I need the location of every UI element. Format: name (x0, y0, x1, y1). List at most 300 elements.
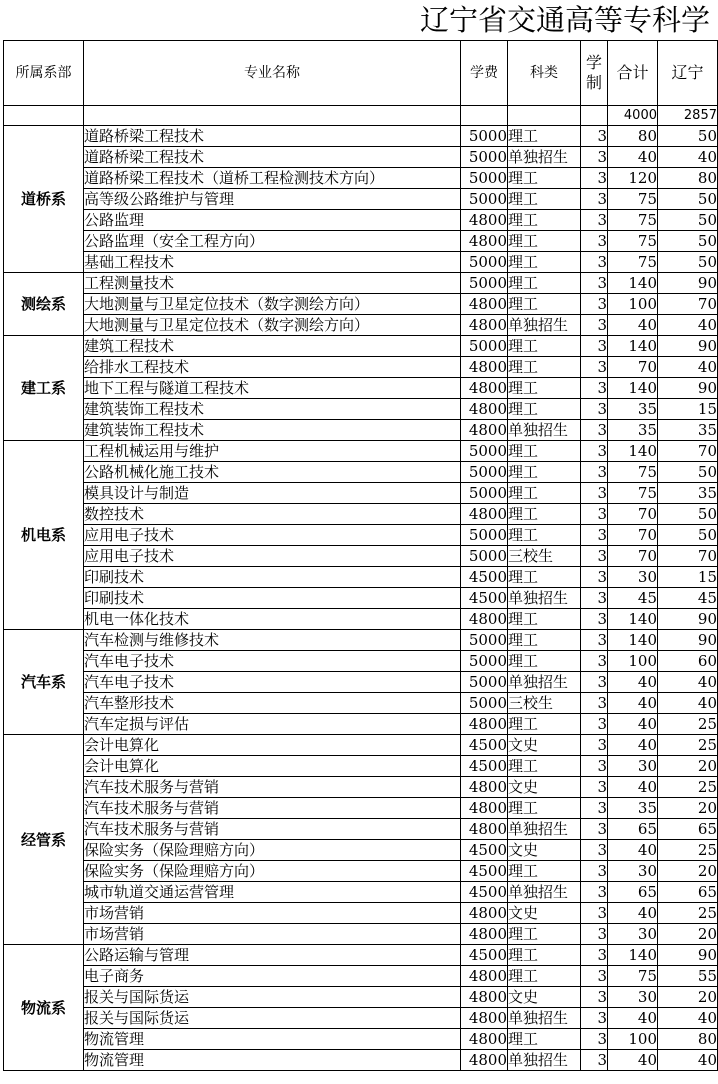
category-cell: 单独招生 (508, 1050, 581, 1071)
header-tuition: 学费 (461, 41, 508, 106)
years-cell: 3 (581, 147, 608, 168)
category-cell: 理工 (508, 462, 581, 483)
category-cell: 理工 (508, 210, 581, 231)
table-row (4, 483, 718, 504)
table-row (4, 189, 718, 210)
years-cell: 3 (581, 210, 608, 231)
major-name-cell: 汽车技术服务与营销 (84, 777, 461, 798)
total-quota-cell: 40 (608, 147, 658, 168)
table-row (4, 987, 718, 1008)
major-name-cell: 大地测量与卫星定位技术（数字测绘方向） (84, 315, 461, 336)
tuition-cell: 4800 (461, 210, 508, 231)
table-row (4, 756, 718, 777)
total-quota-cell: 75 (608, 462, 658, 483)
department-cell: 物流系 (4, 945, 84, 1071)
table-row (4, 945, 718, 966)
table-row (4, 882, 718, 903)
total-quota-cell: 70 (608, 504, 658, 525)
major-name-cell: 大地测量与卫星定位技术（数字测绘方向） (84, 294, 461, 315)
total-quota-cell: 40 (608, 1008, 658, 1029)
tuition-cell: 5000 (461, 273, 508, 294)
table-row (4, 903, 718, 924)
tuition-cell: 4800 (461, 1029, 508, 1050)
total-quota-cell: 40 (608, 735, 658, 756)
totals-row (4, 106, 718, 126)
tuition-cell: 4800 (461, 1050, 508, 1071)
tuition-cell: 5000 (461, 651, 508, 672)
header-row (4, 41, 718, 106)
table-row (4, 1050, 718, 1071)
category-cell: 理工 (508, 168, 581, 189)
total-quota-cell: 100 (608, 1029, 658, 1050)
major-name-cell: 建筑装饰工程技术 (84, 399, 461, 420)
tuition-cell: 4500 (461, 945, 508, 966)
table-row (4, 147, 718, 168)
liaoning-quota-cell: 50 (658, 504, 718, 525)
category-cell: 三校生 (508, 693, 581, 714)
major-name-cell: 汽车技术服务与营销 (84, 819, 461, 840)
table-row (4, 462, 718, 483)
major-name-cell: 模具设计与制造 (84, 483, 461, 504)
liaoning-quota-cell: 15 (658, 399, 718, 420)
years-cell: 3 (581, 525, 608, 546)
total-quota-cell: 35 (608, 399, 658, 420)
liaoning-quota-cell: 90 (658, 378, 718, 399)
table-row (4, 441, 718, 462)
table-row (4, 231, 718, 252)
liaoning-quota-cell: 70 (658, 546, 718, 567)
category-cell: 理工 (508, 966, 581, 987)
major-name-cell: 会计电算化 (84, 735, 461, 756)
category-cell: 理工 (508, 609, 581, 630)
category-cell: 文史 (508, 735, 581, 756)
years-cell: 3 (581, 630, 608, 651)
totals-empty-category (508, 106, 581, 126)
years-cell: 3 (581, 840, 608, 861)
liaoning-quota-cell: 40 (658, 315, 718, 336)
category-cell: 理工 (508, 714, 581, 735)
tuition-cell: 4500 (461, 756, 508, 777)
table-row (4, 273, 718, 294)
header-liaoning: 辽宁 (658, 41, 718, 106)
years-cell: 3 (581, 483, 608, 504)
liaoning-quota-cell: 50 (658, 525, 718, 546)
liaoning-quota-cell: 90 (658, 273, 718, 294)
category-cell: 单独招生 (508, 420, 581, 441)
table-row (4, 210, 718, 231)
table-row (4, 609, 718, 630)
category-cell: 理工 (508, 945, 581, 966)
liaoning-quota-cell: 25 (658, 714, 718, 735)
total-quota-cell: 65 (608, 819, 658, 840)
total-quota-cell: 140 (608, 336, 658, 357)
table-row (4, 924, 718, 945)
table-row (4, 588, 718, 609)
major-name-cell: 道路桥梁工程技术（道桥工程检测技术方向） (84, 168, 461, 189)
header-years: 学制 (581, 41, 608, 106)
years-cell: 3 (581, 168, 608, 189)
total-quota-cell: 140 (608, 441, 658, 462)
major-name-cell: 印刷技术 (84, 588, 461, 609)
tuition-cell: 4500 (461, 882, 508, 903)
total-quota-cell: 140 (608, 378, 658, 399)
years-cell: 3 (581, 1029, 608, 1050)
major-name-cell: 汽车电子技术 (84, 651, 461, 672)
major-name-cell: 建筑装饰工程技术 (84, 420, 461, 441)
table-row (4, 252, 718, 273)
major-name-cell: 工程测量技术 (84, 273, 461, 294)
table-row (4, 819, 718, 840)
table-row (4, 168, 718, 189)
total-quota-cell: 30 (608, 861, 658, 882)
years-cell: 3 (581, 1050, 608, 1071)
years-cell: 3 (581, 588, 608, 609)
tuition-cell: 5000 (461, 441, 508, 462)
years-cell: 3 (581, 735, 608, 756)
years-cell: 3 (581, 1008, 608, 1029)
years-cell: 3 (581, 567, 608, 588)
table-row (4, 714, 718, 735)
liaoning-quota-cell: 45 (658, 588, 718, 609)
years-cell: 3 (581, 420, 608, 441)
total-quota-cell: 75 (608, 966, 658, 987)
tuition-cell: 4800 (461, 399, 508, 420)
liaoning-quota-cell: 20 (658, 798, 718, 819)
years-cell: 3 (581, 966, 608, 987)
liaoning-quota-cell: 25 (658, 735, 718, 756)
major-name-cell: 机电一体化技术 (84, 609, 461, 630)
category-cell: 理工 (508, 357, 581, 378)
category-cell: 理工 (508, 483, 581, 504)
tuition-cell: 4800 (461, 966, 508, 987)
category-cell: 理工 (508, 1029, 581, 1050)
tuition-cell: 4800 (461, 987, 508, 1008)
department-cell: 汽车系 (4, 630, 84, 735)
tuition-cell: 4800 (461, 294, 508, 315)
total-quota-cell: 40 (608, 840, 658, 861)
liaoning-quota-cell: 20 (658, 924, 718, 945)
major-name-cell: 物流管理 (84, 1050, 461, 1071)
category-cell: 理工 (508, 399, 581, 420)
category-cell: 理工 (508, 231, 581, 252)
total-quota-cell: 75 (608, 189, 658, 210)
category-cell: 单独招生 (508, 315, 581, 336)
header-total: 合计 (608, 41, 658, 106)
department-cell: 道桥系 (4, 126, 84, 273)
total-quota-cell: 30 (608, 924, 658, 945)
category-cell: 理工 (508, 525, 581, 546)
liaoning-quota-cell: 40 (658, 1050, 718, 1071)
category-cell: 理工 (508, 756, 581, 777)
tuition-cell: 4500 (461, 735, 508, 756)
category-cell: 理工 (508, 651, 581, 672)
category-cell: 理工 (508, 567, 581, 588)
category-cell: 理工 (508, 189, 581, 210)
tuition-cell: 5000 (461, 693, 508, 714)
tuition-cell: 5000 (461, 525, 508, 546)
total-quota-cell: 30 (608, 567, 658, 588)
category-cell: 单独招生 (508, 882, 581, 903)
liaoning-quota-cell: 60 (658, 651, 718, 672)
category-cell: 理工 (508, 861, 581, 882)
header-category: 科类 (508, 41, 581, 106)
liaoning-quota-cell: 55 (658, 966, 718, 987)
years-cell: 3 (581, 756, 608, 777)
table-row (4, 840, 718, 861)
totals-empty-tuition (461, 106, 508, 126)
table-row (4, 504, 718, 525)
years-cell: 3 (581, 315, 608, 336)
total-quota-cell: 70 (608, 546, 658, 567)
years-cell: 3 (581, 945, 608, 966)
table-row (4, 693, 718, 714)
table-row (4, 357, 718, 378)
tuition-cell: 5000 (461, 336, 508, 357)
table-row (4, 777, 718, 798)
total-quota-cell: 45 (608, 588, 658, 609)
liaoning-quota-cell: 50 (658, 189, 718, 210)
major-name-cell: 汽车电子技术 (84, 672, 461, 693)
liaoning-quota-cell: 15 (658, 567, 718, 588)
total-quota-cell: 30 (608, 987, 658, 1008)
enrollment-table (3, 40, 718, 1071)
title-text: 辽宁省交通高等专科学 (420, 3, 711, 37)
table-row (4, 525, 718, 546)
total-quota-cell: 140 (608, 630, 658, 651)
tuition-cell: 4500 (461, 861, 508, 882)
years-cell: 3 (581, 399, 608, 420)
table-row (4, 294, 718, 315)
years-cell: 3 (581, 126, 608, 147)
tuition-cell: 4800 (461, 420, 508, 441)
liaoning-quota-cell: 40 (658, 147, 718, 168)
major-name-cell: 公路机械化施工技术 (84, 462, 461, 483)
table-row (4, 315, 718, 336)
table-row (4, 1008, 718, 1029)
years-cell: 3 (581, 714, 608, 735)
major-name-cell: 建筑工程技术 (84, 336, 461, 357)
total-quota-cell: 40 (608, 903, 658, 924)
liaoning-quota-cell: 70 (658, 441, 718, 462)
sheet-title (0, 0, 714, 40)
liaoning-quota-cell: 80 (658, 1029, 718, 1050)
years-cell: 3 (581, 672, 608, 693)
major-name-cell: 公路监理 (84, 210, 461, 231)
total-quota-cell: 40 (608, 672, 658, 693)
major-name-cell: 保险实务（保险理赔方向） (84, 840, 461, 861)
total-quota-cell: 100 (608, 294, 658, 315)
category-cell: 理工 (508, 630, 581, 651)
major-name-cell: 汽车整形技术 (84, 693, 461, 714)
major-name-cell: 数控技术 (84, 504, 461, 525)
major-name-cell: 地下工程与隧道工程技术 (84, 378, 461, 399)
tuition-cell: 4800 (461, 1008, 508, 1029)
department-cell: 建工系 (4, 336, 84, 441)
table-row (4, 630, 718, 651)
department-cell: 测绘系 (4, 273, 84, 336)
liaoning-quota-cell: 20 (658, 861, 718, 882)
years-cell: 3 (581, 798, 608, 819)
total-quota-cell: 40 (608, 1050, 658, 1071)
liaoning-quota-cell: 65 (658, 882, 718, 903)
major-name-cell: 给排水工程技术 (84, 357, 461, 378)
tuition-cell: 4800 (461, 924, 508, 945)
major-name-cell: 应用电子技术 (84, 546, 461, 567)
tuition-cell: 5000 (461, 126, 508, 147)
table-row (4, 672, 718, 693)
department-cell: 机电系 (4, 441, 84, 630)
major-name-cell: 公路运输与管理 (84, 945, 461, 966)
total-quota-cell: 40 (608, 714, 658, 735)
liaoning-quota-cell: 20 (658, 756, 718, 777)
total-quota-cell: 75 (608, 483, 658, 504)
major-name-cell: 高等级公路维护与管理 (84, 189, 461, 210)
header-major: 专业名称 (84, 41, 461, 106)
table-row (4, 861, 718, 882)
tuition-cell: 5000 (461, 672, 508, 693)
major-name-cell: 城市轨道交通运营管理 (84, 882, 461, 903)
tuition-cell: 4800 (461, 903, 508, 924)
years-cell: 3 (581, 273, 608, 294)
major-name-cell: 基础工程技术 (84, 252, 461, 273)
major-name-cell: 公路监理（安全工程方向） (84, 231, 461, 252)
category-cell: 单独招生 (508, 147, 581, 168)
liaoning-quota-cell: 40 (658, 672, 718, 693)
major-name-cell: 应用电子技术 (84, 525, 461, 546)
category-cell: 理工 (508, 924, 581, 945)
header-department: 所属系部 (4, 41, 84, 106)
tuition-cell: 5000 (461, 483, 508, 504)
liaoning-quota-cell: 90 (658, 336, 718, 357)
category-cell: 文史 (508, 987, 581, 1008)
table-row (4, 567, 718, 588)
tuition-cell: 5000 (461, 189, 508, 210)
total-quota-cell: 100 (608, 651, 658, 672)
table-row (4, 336, 718, 357)
table-row (4, 651, 718, 672)
major-name-cell: 道路桥梁工程技术 (84, 126, 461, 147)
table-row (4, 546, 718, 567)
major-name-cell: 报关与国际货运 (84, 987, 461, 1008)
major-name-cell: 物流管理 (84, 1029, 461, 1050)
total-quota-cell: 75 (608, 210, 658, 231)
category-cell: 文史 (508, 840, 581, 861)
category-cell: 理工 (508, 441, 581, 462)
category-cell: 文史 (508, 777, 581, 798)
years-cell: 3 (581, 903, 608, 924)
liaoning-quota-cell: 40 (658, 357, 718, 378)
tuition-cell: 5000 (461, 252, 508, 273)
liaoning-quota-cell: 65 (658, 819, 718, 840)
category-cell: 理工 (508, 252, 581, 273)
liaoning-quota-cell: 20 (658, 987, 718, 1008)
tuition-cell: 4500 (461, 567, 508, 588)
category-cell: 理工 (508, 294, 581, 315)
category-cell: 理工 (508, 798, 581, 819)
table-row (4, 126, 718, 147)
category-cell: 三校生 (508, 546, 581, 567)
years-cell: 3 (581, 777, 608, 798)
category-cell: 单独招生 (508, 672, 581, 693)
liaoning-quota-cell: 50 (658, 252, 718, 273)
tuition-cell: 4800 (461, 609, 508, 630)
years-cell: 3 (581, 231, 608, 252)
total-quota-cell: 75 (608, 231, 658, 252)
total-quota-cell: 140 (608, 609, 658, 630)
major-name-cell: 市场营销 (84, 924, 461, 945)
major-name-cell: 市场营销 (84, 903, 461, 924)
category-cell: 理工 (508, 126, 581, 147)
years-cell: 3 (581, 357, 608, 378)
years-cell: 3 (581, 441, 608, 462)
table-row (4, 966, 718, 987)
liaoning-quota-cell: 90 (658, 630, 718, 651)
total-quota-cell: 30 (608, 756, 658, 777)
years-cell: 3 (581, 462, 608, 483)
tuition-cell: 4800 (461, 378, 508, 399)
liaoning-quota-cell: 40 (658, 693, 718, 714)
total-quota-cell: 35 (608, 798, 658, 819)
years-cell: 3 (581, 924, 608, 945)
years-cell: 3 (581, 819, 608, 840)
tuition-cell: 4800 (461, 798, 508, 819)
liaoning-quota-cell: 70 (658, 294, 718, 315)
table-row (4, 420, 718, 441)
major-name-cell: 汽车检测与维修技术 (84, 630, 461, 651)
total-quota-cell: 120 (608, 168, 658, 189)
table-row (4, 1029, 718, 1050)
liaoning-quota-cell: 25 (658, 840, 718, 861)
total-quota-cell: 80 (608, 126, 658, 147)
tuition-cell: 5000 (461, 147, 508, 168)
totals-liaoning: 2857 (658, 106, 718, 126)
major-name-cell: 工程机械运用与维护 (84, 441, 461, 462)
tuition-cell: 4800 (461, 357, 508, 378)
total-quota-cell: 70 (608, 357, 658, 378)
tuition-cell: 5000 (461, 462, 508, 483)
tuition-cell: 4800 (461, 777, 508, 798)
category-cell: 单独招生 (508, 588, 581, 609)
tuition-cell: 5000 (461, 546, 508, 567)
totals-empty-years (581, 106, 608, 126)
category-cell: 理工 (508, 336, 581, 357)
major-name-cell: 电子商务 (84, 966, 461, 987)
totals-total: 4000 (608, 106, 658, 126)
total-quota-cell: 140 (608, 945, 658, 966)
totals-empty-dept (4, 106, 84, 126)
liaoning-quota-cell: 90 (658, 945, 718, 966)
total-quota-cell: 65 (608, 882, 658, 903)
liaoning-quota-cell: 35 (658, 483, 718, 504)
category-cell: 理工 (508, 378, 581, 399)
tuition-cell: 4500 (461, 588, 508, 609)
category-cell: 单独招生 (508, 819, 581, 840)
tuition-cell: 4800 (461, 714, 508, 735)
liaoning-quota-cell: 80 (658, 168, 718, 189)
total-quota-cell: 40 (608, 315, 658, 336)
years-cell: 3 (581, 609, 608, 630)
tuition-cell: 5000 (461, 630, 508, 651)
liaoning-quota-cell: 50 (658, 210, 718, 231)
liaoning-quota-cell: 25 (658, 903, 718, 924)
tuition-cell: 5000 (461, 168, 508, 189)
total-quota-cell: 40 (608, 777, 658, 798)
liaoning-quota-cell: 25 (658, 777, 718, 798)
years-cell: 3 (581, 693, 608, 714)
tuition-cell: 4800 (461, 819, 508, 840)
table-row (4, 735, 718, 756)
tuition-cell: 4800 (461, 231, 508, 252)
